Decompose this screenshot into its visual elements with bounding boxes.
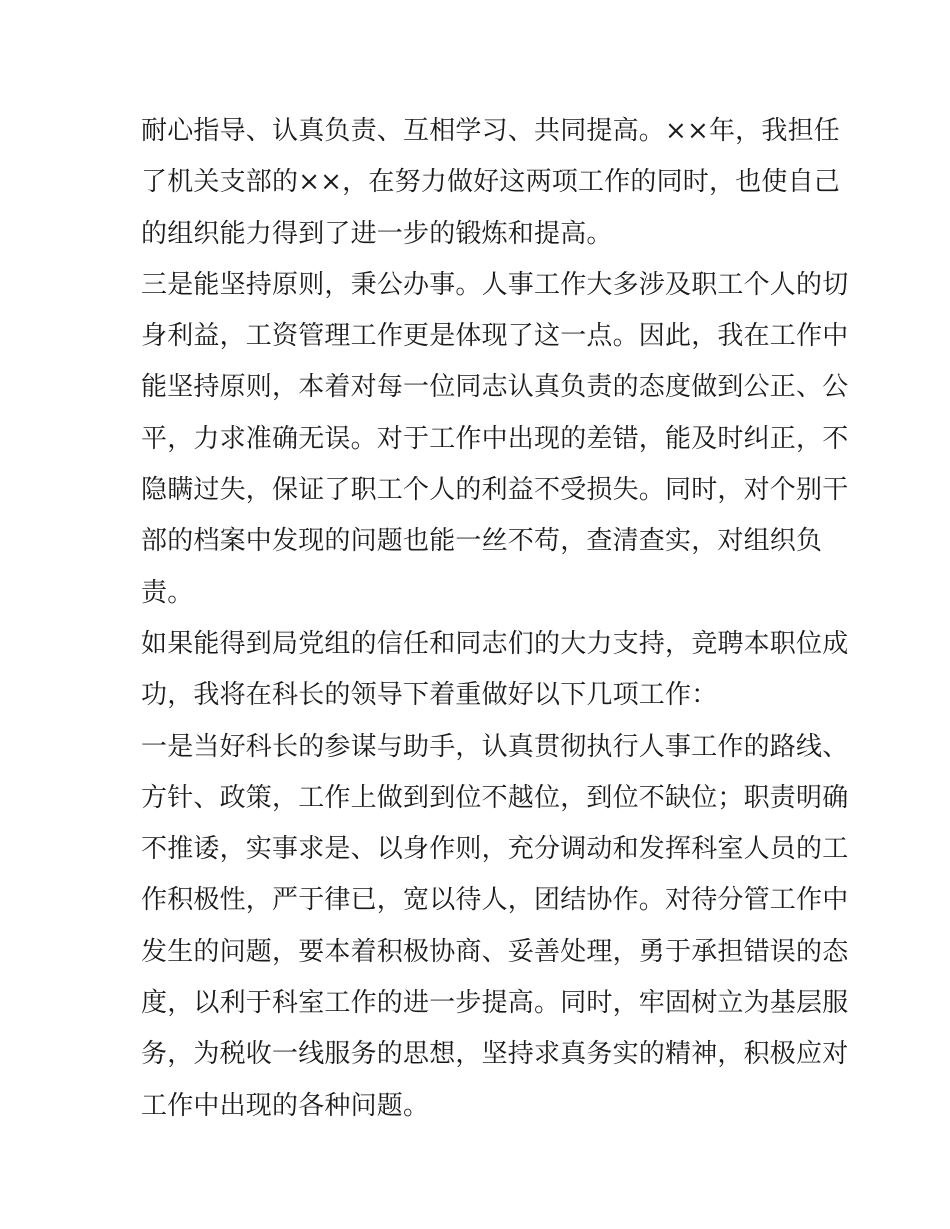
text-line: 隐瞒过失，保证了职工个人的利益不受损失。同时，对个别干: [141, 475, 849, 506]
text-line: 责。: [141, 577, 194, 608]
text-line: 耐心指导、认真负责、互相学习、共同提高。××年，我担任: [141, 116, 840, 146]
text-line: 的组织能力得到了进一步的锻炼和提高。: [141, 218, 613, 249]
text-line: 如果能得到局党组的信任和同志们的大力支持，竞聘本职位成: [141, 628, 849, 659]
text-line: 一是当好科长的参谋与助手，认真贯彻执行人事工作的路线、: [141, 731, 849, 762]
text-line: 平，力求准确无误。对于工作中出现的差错，能及时纠正，不: [141, 423, 849, 454]
text-line: 作积极性，严于律已，宽以待人，团结协作。对待分管工作中: [141, 885, 849, 916]
text-line: 身利益，工资管理工作更是体现了这一点。因此，我在工作中: [141, 321, 849, 352]
text-line: 工作中出现的各种问题。: [141, 1090, 430, 1121]
text-line: 了机关支部的××，在努力做好这两项工作的同时，也使自己: [141, 167, 840, 198]
text-line: 务，为税收一线服务的思想，坚持求真务实的精神，积极应对: [141, 1039, 849, 1070]
document-body: [141, 106, 849, 1132]
text-line: 功，我将在科长的领导下着重做好以下几项工作：: [141, 680, 718, 711]
text-line: 不推诿，实事求是、以身作则，充分调动和发挥科室人员的工: [141, 834, 849, 865]
text-line: 发生的问题，要本着积极协商、妥善处理，勇于承担错误的态: [141, 936, 849, 967]
text-line: 方针、政策，工作上做到到位不越位，到位不缺位；职责明确: [141, 782, 849, 813]
text-line: 能坚持原则，本着对每一位同志认真负责的态度做到公正、公: [141, 372, 849, 403]
text-line: 部的档案中发现的问题也能一丝不苟，查清查实，对组织负: [141, 526, 823, 557]
text-line: 三是能坚持原则，秉公办事。人事工作大多涉及职工个人的切: [141, 269, 849, 300]
text-line: 度，以利于科室工作的进一步提高。同时，牢固树立为基层服: [141, 988, 849, 1019]
